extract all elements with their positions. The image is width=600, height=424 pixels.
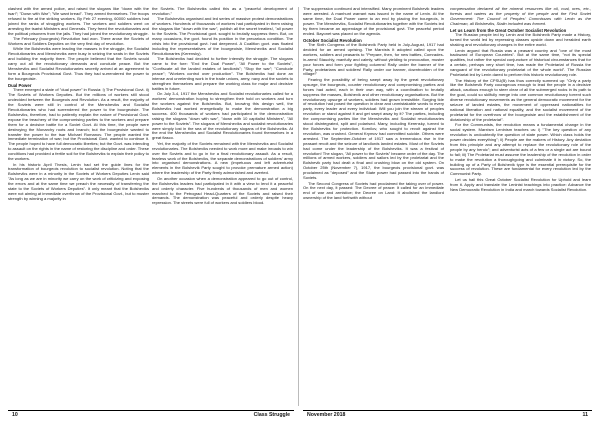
right-page-number: 11 bbox=[582, 412, 588, 418]
paragraph: The Sixth Congress of the Bolshevik Party held in July-August, 1917 had decided for an armed uprising. The Marxists It adopted called upon the workers, soldiers and peasants to "Prepare, then, for new battles, Comrades-in-arms! Stauchly, manfully and calmly, without yielding to provocation, muster your forces and form your fighting columns! Rally under the banner of the Party, proletarians and soldiers! Rally under our banner, downtrodden of the village!" bbox=[303, 42, 444, 77]
paragraph: The Russian people led by Lenin and the Bolshevik Party made a History, turned the world led by repressing classes upside down and heralded earth shaking and revolutionary changes in the entire world. bbox=[450, 32, 591, 48]
paragraph: Let us hail this Great October Socialist Revolution for Uphold and learn from it. Apply and translate the Leninist teachings into practice: Advance the New Democratic Revolution in India and march towards Socialist Revolution. bbox=[450, 176, 591, 192]
article-column-1 bbox=[8, 7, 149, 406]
paragraph: On another occasion when a demonstration appeared to go out of control, the Bolsheviks leaders had participated in it with a view to lend it a peaceful and orderly character. Five hundreds of thousands of men and women marched to the Petrograd Head-Quarters of the Soviets and raised their demands. The demonstration was peaceful and orderly despite heavy repression. The streets were full of workers and soldiers blood. bbox=[152, 175, 293, 206]
paragraph: The Bolsheviks organised and led series of massive protest demonstrations of workers. Hundreds of thousands of workers had participated in them raising the slogans like "down with the war", publish all the secret treaties!, "all power to the Soviets. The Provisional govt. sought to brutally suppress them. But, on many occasions, the govt. found its position in the precarious condition. The crisis into the provisional govt. had deepened. A Coalition govt. was floated including the representatives of the bourgeoisie, Mensheviks and Socialist Revolutionaries (Kerensky). bbox=[152, 16, 293, 56]
left-page-number: 10 bbox=[12, 412, 18, 418]
paragraph: There emerged a state of "dual power" in Russia: i) The Provisional Govt. ii) The Soviets of Workers Deputies. But the millions of workers still stood undecided between the Bourgeois and Revolution. As a result, the majority of the Soviets were still in control of the Mensheviks and Socialist Revolutionaries who had surrendered the power to the bourgeoisie. The Bolsheviks, therefore, had to patiently explain the nature of Provisional Govt. expose the treachery of the compromising parties to the workers and prepare them for a decisive battle for a Soviet Govt. At this time, the people were destroying the Monarchy roots and branch; but the bourgeoisie wanted to transfer the power to the tsar Michael Romanov. The people wanted the immediate termination of war; but the Provisional Govt. wanted to continue it. The people hoped to have full democratic liberties; but the Govt. was intending to assault on the rights in the name of restoring the discipline and order. These conditions had provided a fertile soil for the Bolsheviks to explain their policy to the workers. bbox=[8, 87, 149, 162]
paragraph: clashed with the armed police, and raised the slogans like "down with the tsar!"; "Down with War"; "We want bread". They armed themselves. The troops refused to fire at the striking workers. By Feb 27 evening, 60000 soldiers had joined the ranks of struggling workers. The workers and soldiers went on arresting the tsarist Ministers and Generals. They freed the revolutionaries and the political prisoners from the jails. They had joined the revolutionary struggle. bbox=[8, 7, 149, 36]
article-column-3 bbox=[303, 7, 444, 406]
article-column-2 bbox=[152, 7, 293, 406]
paragraph: The Bolsheviks had decided to further intensify the struggle. The slogans came to the fore: "End the Dual Power", "All Power to the Soviets", "Confiscate all the landed estates of landlords"; "Stop the war"; "Conclude peace"; "Workers control over production". The Bolsheviks had done an intense and unrelenting work in the trade unions, army, navy and the soviets to strengthen themselves and prepare the working class for major and decisive battles in future. bbox=[152, 56, 293, 91]
section-heading: Dual Power bbox=[8, 82, 32, 88]
paragraph: The History of the CPSU(B) has thus correctly summed up: "Only a party like the Bolshevik Party courageous enough to lead the people in a decisive attack, cautious enough to steer clear of all the submerged rocks in its path to the goal, could so skilfully merge into one common revolutionary torrent such diverse revolutionary movements as the general democratic movement for the seizure of landed estates, the movement of oppressed nationalities for national liberation and national equality, and the socialist movement of the proletariat for the overthrow of the bourgeoisie and the establishment of the dictatorship of the proletariat". bbox=[450, 77, 591, 122]
article-column-4 bbox=[450, 7, 591, 406]
paragraph: Yet, the majority of the Soviets remained with the Mensheviks and Socialist revolutionaries. The Bolsheviks needed to work more and make inroads to win over the Soviets and to go in for a final revolutionary assault. As a result, fearless work of the Bolsheviks, the separate demonstrations of soldiers' army into organised demonstrations. A new (impetuous and left adventurist elements in the Bolshevik Party sought to provoke premature armed action) where the leadership of the Party firmly admonished and averted. bbox=[152, 140, 293, 176]
section-heading: October Socialist Revolution bbox=[303, 37, 362, 43]
paragraph: The February (bourgeois) Revolution had won. There arose the Soviets of Workers and Soldiers Deputies on the very first day of revolution. bbox=[8, 36, 149, 46]
paragraph: The suppression continued and intensified. Many prominent Bolshevik leaders were arrested. A manhunt warrant was issued in the name of Lenin. At the same time, the Dual Power came to an end by placing the bourgeois, in power. The Mensheviks, Socialist Revolutionaries together with the Soviets led by them became an appendage of the provisional govt. The peaceful period ended. Bayonet was placed on the agenda. bbox=[303, 7, 444, 36]
left-journal-name: Class Struggle bbox=[253, 412, 290, 418]
paragraph: Fearing the possibility of being swept away by the great revolutionary upsurge, the bourgeois, counter revolutionary and compromising parties and forces had acted, each in their own way, with a coordination to brutally suppress the masses, Bolshevik and other revolutionary organisations. But the revolutionary upsurge of workers, soldiers had grown irresistible. Surging tide of revolution had posed the question in clear and unmistakable words to every party, every leader and every individual: Will you join the stream of peoples revolution or stand against it and get swept away by it? The parties, including the compromising parties like the Mensheviks and Socialist revolutionaries stood disintegrated, split and polarised. Many, including Kerensky, turned to the Bolsheviks for protection. Kornilov, who sought to revolt against the revolution, was crushed. General Krymov had committed suicide. Others were arrested. The September-October of 1917 saw a tremendous rise in the peasant revolt and the seizure of landlords landed estates. Most of the Soviets had come under the leadership of the Bolsheviks. It was a festival of revolution! The slogan, "All power to the Soviets" became order of the day. The millions of armed workers, soldiers and sailors led by the proletariat and the Bolshevik party had dealt a final and crushing blow on the old system. On October 25th (November 7), 1917, the bourgeois provisional govt. was proclaimed as "deposed" and the State power had passed into the hands of Soviets. bbox=[303, 76, 444, 181]
paragraph: While the Bolsheviks were leading the masses in the struggle, the Socialist Revolutionaries and Mensheviks were busy in seizing the seats in the Soviets and building the majority there. The people believed that the Soviets would carry out all the revolutionary demands and conclude peace. But the Mensheviks and Socialist Revolutionaries secretly arrived at an agreement to form a Bourgeois Provisional Govt. Thus they had surrendered the power to the bourgeoisie. bbox=[8, 46, 149, 81]
paragraph: Lenin argued that Russia was a peasant country and "one of the most backward of European Countries". But at the same time, "not its special qualities, but rather the special conjuncture of historical circumstances that for a certain, perhaps very short time, has made the Proletariat of Russia the vanguard of the revolutionary proletariat of the whole world". The Russian Proletariat led by Lenin dared to perform this historic revolutionary role. bbox=[450, 47, 591, 78]
paragraph: compensation declared all the mineral resources like oil, coal, ores, etc., forests and waters as the property of the people and the First Soviet Government: The Council of Peoples' Commissars with Lenin as the Chairman, all Bolsheviks, Stalin included was formed. bbox=[450, 7, 591, 26]
right-issue-date: November 2018 bbox=[307, 412, 346, 418]
right-page-footer bbox=[303, 410, 592, 419]
paragraph: In his historic April Thesis, Lenin had set the guide lines for the transformation of bourgeois revolution to socialist revolution. Noting that the Bolsheviks were in a minority in the Soviets of Workers Deputies Lenin said "As long as we are in minority we carry on the work of criticizing and exposing the errors and at the same time we preach the necessity of transferring the state to the Soviets of Workers Deputies". It only meant that the Bolsheviks were not aiming at immediate overthrow of the Provisional Govt., but to muster strength by winning a majority in bbox=[8, 161, 149, 201]
paragraph: The Second Congress of Soviets had proclaimed the taking over of power. On the next day, it passed: The Decree of peace: It called for an immediate end of war and armistice; the Decree on Land: It abolished the landlord ownership of the land forthwith without bbox=[303, 180, 444, 201]
section-heading: Let us Learn from the Great October Socialist Revolution bbox=[450, 27, 567, 33]
paragraph: For the Communists, the revolution means a fundamental change in the social system. Marxism Leninism teaches us: i) "The key question of any revolution is undoubtedly the question of state power. Which class holds the power decides everything"; ii) People are the makers of History. Any deviation from this principle and any attempt to replace the revolutionary role of the people by any heroic"; and adventurist acts of a few or a single act are bound to fail; iii) The Proletariat must assume the leadership of the revolution in order to make the revolution a thoroughgoing and culminate it in victory. So, the building up of a Party of Bolshevik type is the essential prerequisite for the success of revolution. These are fundamental for every revolution led by the Communist Party. bbox=[450, 122, 591, 177]
page-gutter bbox=[298, 7, 299, 406]
left-page-footer bbox=[8, 410, 294, 419]
paragraph: On July 3-4, 1917 the Mensheviks and Socialist revolutionaries called for a workers' demonstration hoping to strengthen their hold on workers and turn the workers against the Bolsheviks. But, knowing this design well, the Bolsheviks had worked energetically to make the demonstration a big success. 400 thousands of workers had participated in the demonstration raising the slogans "down with war", "down with 10 capitalist Ministers", "All power to the Soviets". The slogans of Mensheviks and socialist revolutionaries were simply lost in the sea of the revolutionary slogans of the Bolsheviks. At the end the Mensheviks and Socialist Revolutionaries found themselves in a great fiasco. bbox=[152, 91, 293, 141]
paragraph: the Soviets. The Bolsheviks called this as a "peaceful development of revolution." bbox=[152, 7, 293, 16]
